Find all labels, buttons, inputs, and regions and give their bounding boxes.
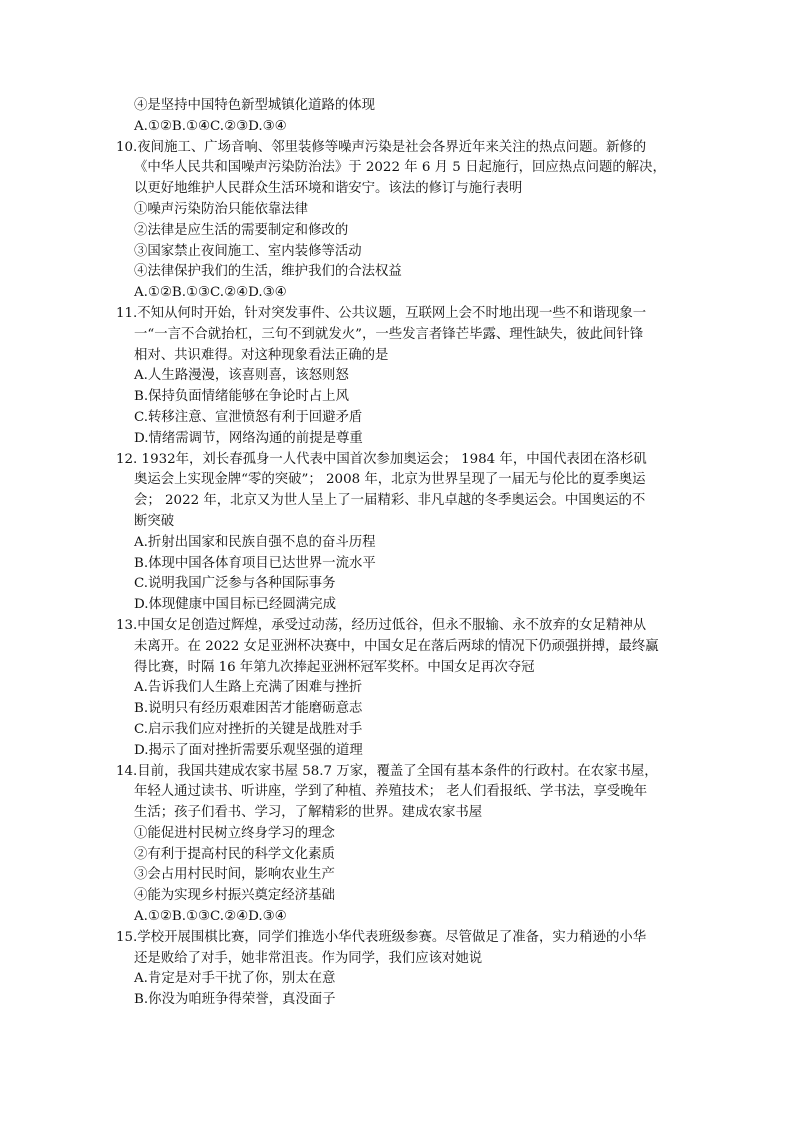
q11-option-b: B.保持负面情绪能够在争论时占上风 [134,389,349,405]
q11-stem-line-1: 11.不知从何时开始，针对突发事件、公共议题，互联网上会不时地出现一些不和谐现象一 [116,305,647,321]
q12-option-d: D.体现健康中国目标已经圆满完成 [134,597,336,613]
q13-stem-line-2: 未离开。在 2022 女足亚洲杯决赛中，中国女足在落后两球的情况下仍顽强拼搏，最终赢 [134,638,659,654]
q12-stem-line-4: 断突破 [134,513,175,529]
q10-stem-line-1: 10.夜间施工、广场音响、邻里装修等噪声污染是社会各界近年来关注的热点问题。新修的 [116,139,647,155]
q14-item-3: ③会占用村民时间，影响农业生产 [134,867,335,883]
q14-stem-line-1: 14.目前，我国共建成农家书屋 58.7 万家，覆盖了全国有基本条件的行政村。在农家书屋， [116,763,658,779]
q15-option-b: B.你没为咱班争得荣誉，真没面子 [134,992,336,1008]
q13-stem-line-3: 得比赛，时隔 16 年第九次捧起亚洲杯冠军奖杯。中国女足再次夺冠 [134,659,535,675]
q10-item-2: ②法律是应生活的需要制定和修改的 [134,222,349,238]
q15-option-a: A.肯定是对手干扰了你，别太在意 [134,971,336,987]
q9-choices: A.①②B.①④C.②③D.③④ [134,118,287,134]
q12-option-b: B.体现中国各体育项目已达世界一流水平 [134,555,376,571]
q11-stem-line-2: 一“一言不合就抬杠，三句不到就发火”，一些发言者锋芒毕露、理性缺失，彼此间针锋 [134,326,644,342]
q14-item-1: ①能促进村民树立终身学习的理念 [134,825,335,841]
q10-stem-line-2: 《中华人民共和国噪声污染防治法》于 2022 年 6 月 5 日起施行，回应热点问题的解决， [134,160,666,176]
q12-stem-line-2: 奥运会上实现金牌“零的突破”； 2008 年，北京为世界呈现了一届无与伦比的夏季奥运 [134,472,646,488]
q13-option-c: C.启示我们应对挫折的关键是战胜对手 [134,721,363,737]
question-content [116,96,682,1011]
q13-option-a: A.告诉我们人生路上充满了困难与挫折 [134,680,363,696]
q11-option-a: A.人生路漫漫，该喜则喜，该怒则怒 [134,368,349,384]
q12-option-c: C.说明我国广泛参与各种国际事务 [134,576,336,592]
q12-option-a: A.折射出国家和民族自强不息的奋斗历程 [134,534,376,550]
q10-item-4: ④法律保护我们的生活，维护我们的合法权益 [134,264,402,280]
q12-stem-line-3: 会； 2022 年，北京又为世人呈上了一届精彩、非凡卓越的冬季奥运会。中国奥运的不 [134,493,646,509]
q14-stem-line-2: 年轻人通过读书、听讲座，学到了种植、养殖技术； 老人们看报纸、学书法，享受晚年 [134,784,648,800]
q10-stem-line-3: 以更好地维护人民群众生活环境和谐安宁。该法的修订与施行表明 [134,181,523,197]
q10-choices: A.①②B.①③C.②④D.③④ [134,285,287,301]
q11-stem-line-3: 相对、共识难得。对这种现象看法正确的是 [134,347,389,363]
q13-option-b: B.说明只有经历艰难困苦才能磨砺意志 [134,701,363,717]
q14-item-4: ④能为实现乡村振兴奠定经济基础 [134,888,335,904]
q10-item-3: ③国家禁止夜间施工、室内装修等活动 [134,243,362,259]
q12-stem-line-1: 12. 1932年，刘长春孤身一人代表中国首次参加奥运会； 1984 年，中国代表团在洛杉矶 [116,451,647,467]
q11-option-c: C.转移注意、宣泄愤怒有利于回避矛盾 [134,409,363,425]
q14-item-2: ②有利于提高村民的科学文化素质 [134,846,335,862]
q14-choices: A.①②B.①③C.②④D.③④ [134,909,287,925]
q9-item-4: ④是坚持中国特色新型城镇化道路的体现 [134,98,376,113]
q13-option-d: D.揭示了面对挫折需要乐观坚强的道理 [134,742,363,758]
q13-stem-line-1: 13.中国女足创造过辉煌，承受过动荡，经历过低谷，但永不服输、永不放弃的女足精神从 [116,617,647,633]
q15-stem-line-2: 还是败给了对手，她非常沮丧。作为同学，我们应该对她说 [134,950,483,966]
q10-item-1: ①噪声污染防治只能依靠法律 [134,201,309,217]
q14-stem-line-3: 生活；孩子们看书、学习，了解精彩的世界。建成农家书屋 [134,805,483,821]
q11-option-d: D.情绪需调节，网络沟通的前提是尊重 [134,430,363,446]
q15-stem-line-1: 15.学校开展围棋比赛，同学们推选小华代表班级参赛。尽管做足了准备，实力稍逊的小华 [116,929,647,945]
